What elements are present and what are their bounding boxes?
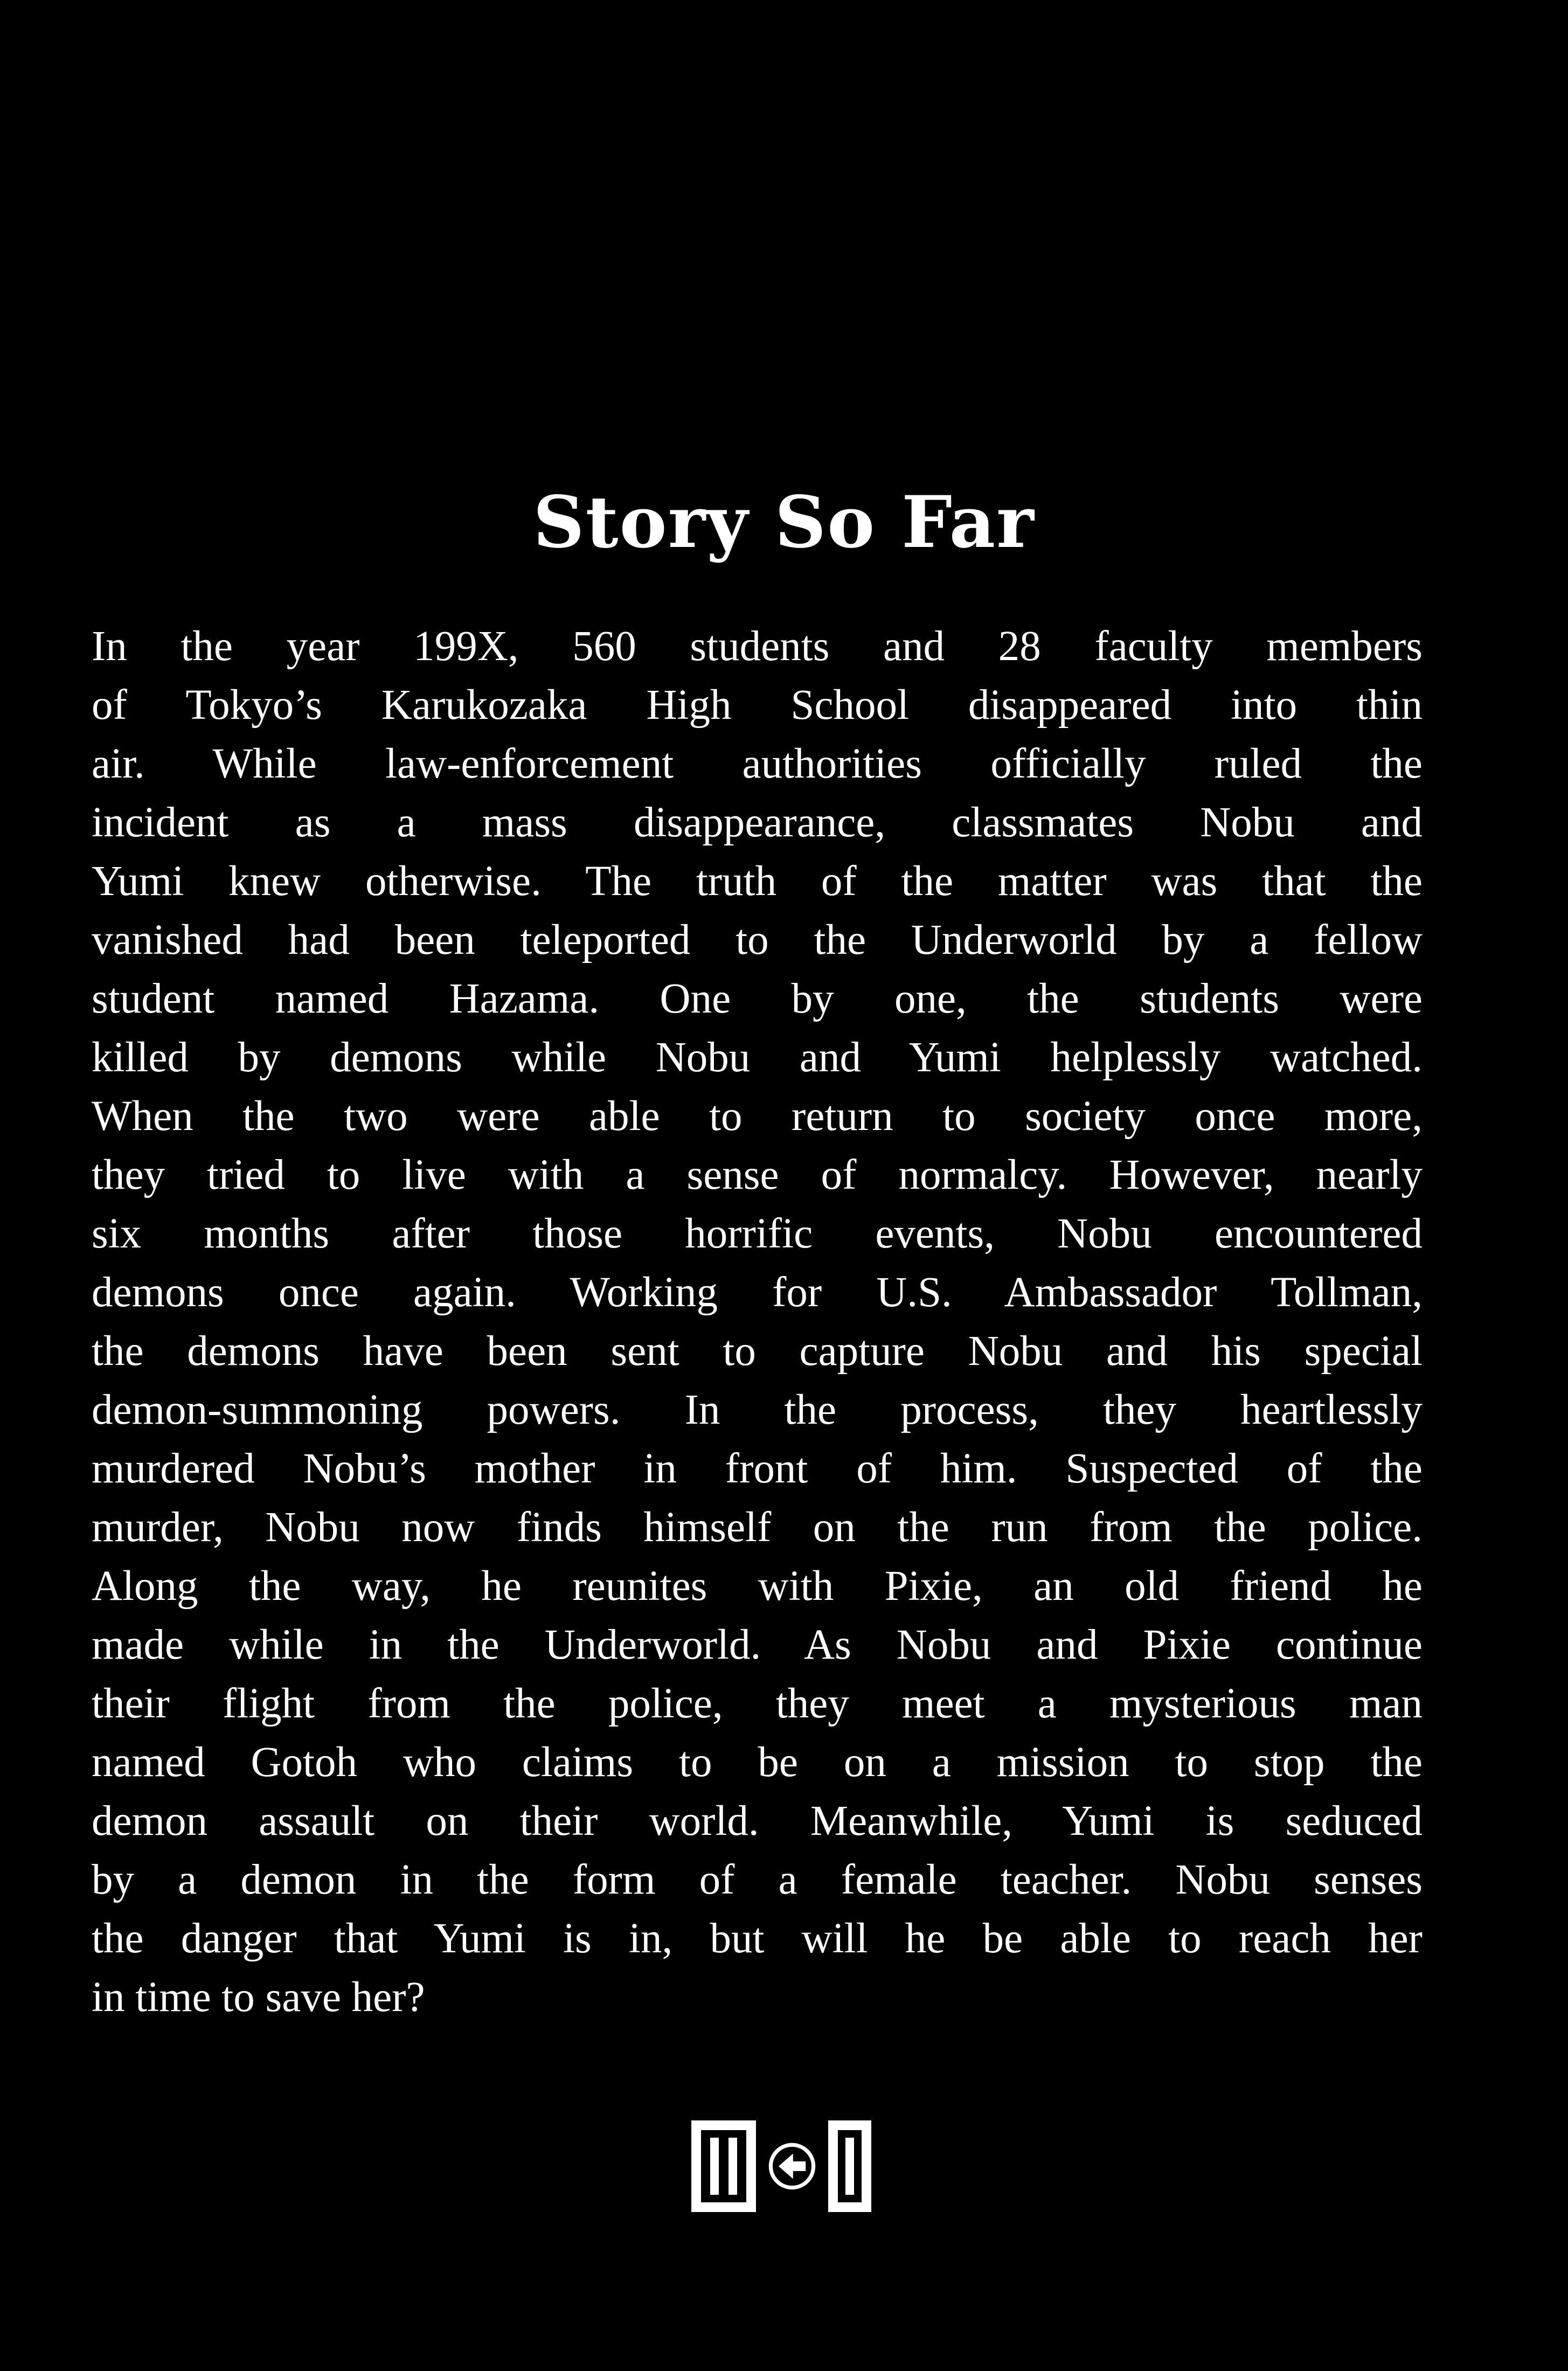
summary-line: demon-summoning powers. In the process, they heartlessly [92, 1386, 1423, 1433]
summary-line: killed by demons while Nobu and Yumi helplessly watched. [92, 1034, 1423, 1081]
summary-line: vanished had been teleported to the Underworld by a fellow [92, 917, 1423, 963]
summary-line: by a demon in the form of a female teacher. Nobu senses [92, 1856, 1423, 1903]
summary-line: Yumi knew otherwise. The truth of the matter was that the [92, 858, 1423, 905]
summary-line: of Tokyo’s Karukozaka High School disappeared into thin [92, 682, 1423, 729]
summary-line: incident as a mass disappearance, classmates Nobu and [92, 799, 1423, 846]
summary-line: In the year 199X, 560 students and 28 faculty members [92, 623, 1423, 670]
summary-line: Along the way, he reunites with Pixie, an old friend he [92, 1563, 1423, 1610]
summary-line: their flight from the police, they meet a mysterious man [92, 1680, 1423, 1727]
roman-numeral-one-icon [828, 2120, 871, 2212]
summary-line: in time to save her? [92, 1974, 425, 2021]
summary-line: air. While law-enforcement authorities officially ruled the [92, 740, 1423, 787]
summary-line: murdered Nobu’s mother in front of him. Suspected of the [92, 1445, 1423, 1492]
summary-line: named Gotoh who claims to be on a mission to stop the [92, 1739, 1423, 1786]
summary-line: made while in the Underworld. As Nobu and Pixie continue [92, 1621, 1423, 1668]
story-summary [92, 617, 1423, 2027]
roman-numeral-two-icon [691, 2120, 756, 2212]
page-title: Story So Far [533, 481, 1035, 564]
summary-line: they tried to live with a sense of normalcy. However, nearly [92, 1152, 1423, 1198]
summary-line: When the two were able to return to society once more, [92, 1093, 1423, 1140]
summary-line: demon assault on their world. Meanwhile, Yumi is seduced [92, 1798, 1423, 1845]
summary-line: demons once again. Working for U.S. Ambassador Tollman, [92, 1269, 1423, 1316]
summary-line: murder, Nobu now finds himself on the run from the police. [92, 1504, 1423, 1551]
arrow-left-icon [768, 2142, 816, 2190]
summary-line: the demons have been sent to capture Nobu and his special [92, 1328, 1423, 1375]
summary-line: student named Hazama. One by one, the students were [92, 975, 1423, 1022]
volume-nav-mark [663, 2112, 900, 2220]
summary-line: the danger that Yumi is in, but will he be able to reach her [92, 1915, 1423, 1962]
summary-line: six months after those horrific events, Nobu encountered [92, 1210, 1423, 1257]
